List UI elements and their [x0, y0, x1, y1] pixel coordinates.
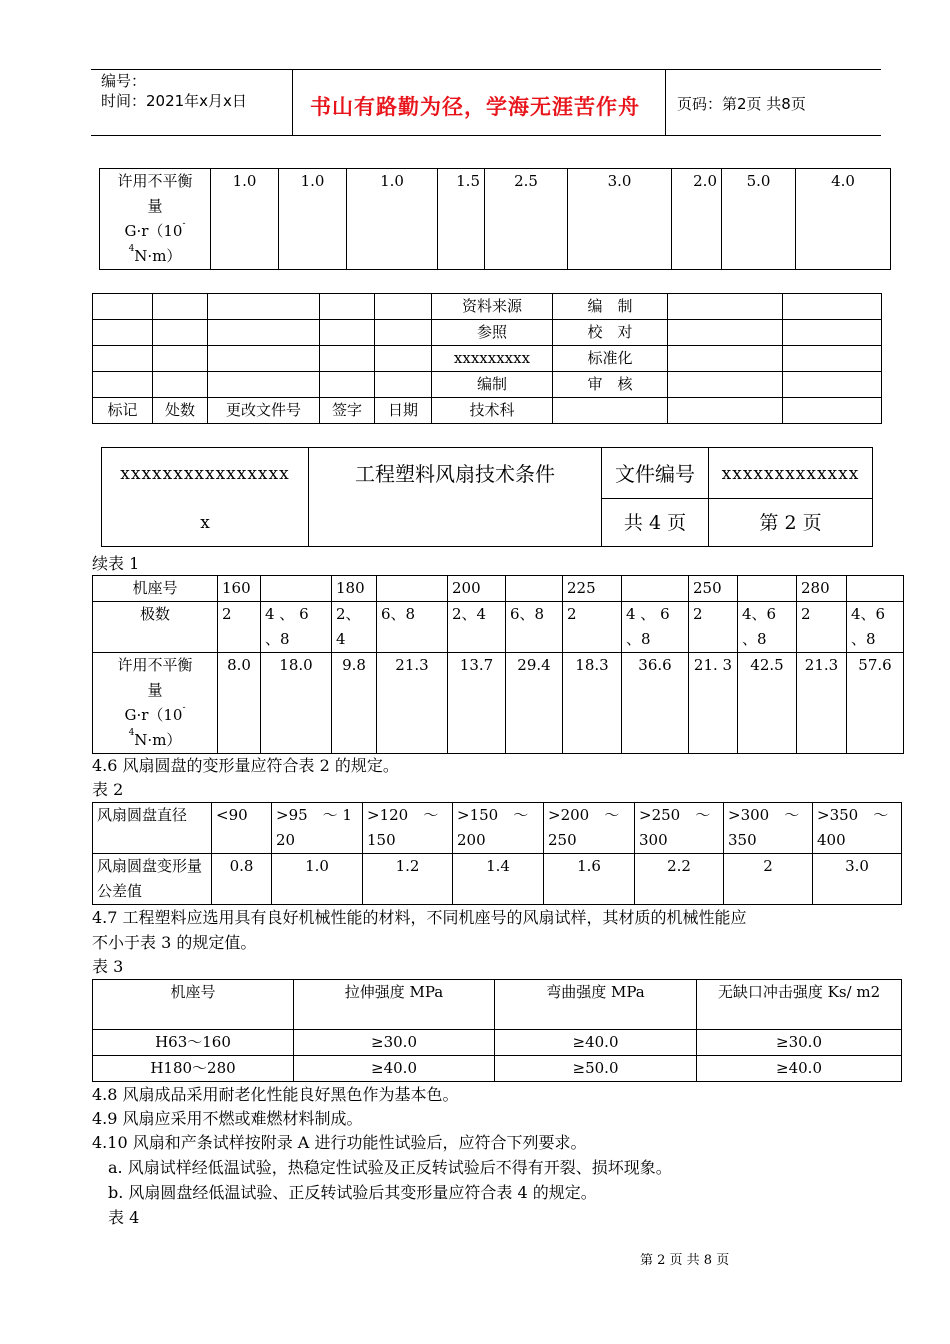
seat-label: 机座号 [93, 576, 218, 602]
diameter-range: >200 ～ 250 [544, 803, 635, 854]
poles-cell: 2、4 [448, 602, 506, 653]
balance-value: 2.0 [672, 169, 722, 270]
table4-caption: 表 4 [108, 1208, 140, 1227]
change-doc-label: 更改文件号 [208, 398, 320, 424]
seat-cell: 200 [448, 576, 506, 602]
label-line: G·r（10 [124, 222, 183, 240]
label-line: N·m） [134, 731, 182, 749]
seat-cell [261, 576, 332, 602]
table1-caption: 续表 1 [92, 554, 140, 573]
seat-cell [847, 576, 904, 602]
diameter-range: >120 ～ 150 [363, 803, 453, 854]
signature-label: 签字 [320, 398, 375, 424]
diameter-label: 风扇圆盘直径 [93, 803, 212, 854]
header-divider [665, 69, 666, 135]
clause-4-9: 4.9 风扇应采用不燃或难燃材料制成。 [92, 1109, 363, 1128]
check-label: 校 对 [553, 320, 668, 346]
tolerance-value: 3.0 [813, 854, 902, 905]
label-line: G·r（10 [124, 706, 183, 724]
tolerance-label: 风扇圆盘变形量公差值 [93, 854, 212, 905]
seat-cell [738, 576, 797, 602]
table3 [92, 979, 902, 1082]
poles-cell: 2 [218, 602, 261, 653]
table3-caption: 表 3 [92, 957, 124, 976]
poles-cell: 4、6 、8 [738, 602, 797, 653]
balance-value: 5.0 [722, 169, 796, 270]
label-sup: 4 [128, 728, 135, 738]
table-cell: ≥40.0 [495, 1030, 697, 1056]
reference-code: xxxxxxxxx [432, 346, 553, 372]
poles-cell: 6、8 [506, 602, 563, 653]
poles-cell: 4 、 6 、8 [622, 602, 689, 653]
compile-label: 编 制 [553, 294, 668, 320]
label-line: 许用不平衡 [117, 172, 193, 190]
balance-value: 42.5 [738, 653, 797, 754]
header-divider [292, 69, 293, 135]
poles-cell: 2 [797, 602, 847, 653]
balance-value: 3.0 [568, 169, 672, 270]
clause-4-6: 4.6 风扇圆盘的变形量应符合表 2 的规定。 [92, 756, 399, 775]
diameter-range: <90 [212, 803, 272, 854]
table-row [93, 1030, 902, 1056]
standard-label: 标准化 [553, 346, 668, 372]
header-top-rule [91, 69, 881, 70]
table-cell: ≥40.0 [697, 1056, 902, 1082]
balance-value: 1.0 [347, 169, 438, 270]
balance-value: 1.5 [438, 169, 485, 270]
doc-title: 工程塑料风扇技术条件 [309, 448, 602, 547]
count-label: 处数 [153, 398, 208, 424]
balance-value: 21.3 [797, 653, 847, 754]
poles-cell: 2 [689, 602, 738, 653]
label-line: 量 [147, 197, 163, 215]
label-sup: 4 [128, 244, 135, 254]
table-cell: ≥50.0 [495, 1056, 697, 1082]
table2-caption: 表 2 [92, 780, 124, 799]
diameter-range: >250 ～ 300 [635, 803, 724, 854]
balance-value: 8.0 [218, 653, 261, 754]
doc-no-label: 文件编号 [602, 448, 709, 499]
balance-value: 2.5 [485, 169, 568, 270]
poles-label: 极数 [93, 602, 218, 653]
clause-4-10-a: a. 风扇试样经低温试验，热稳定性试验及正反转试验后不得有开裂、损坏现象。 [108, 1158, 672, 1177]
diameter-range: >300 ～ 350 [724, 803, 813, 854]
header-bottom-rule [91, 135, 881, 136]
date-label: 日期 [375, 398, 432, 424]
balance-label-cell [100, 169, 211, 270]
current-page: 第 2 页 [709, 499, 873, 547]
table-cell: ≥40.0 [294, 1056, 495, 1082]
clause-4-7-line1: 4.7 工程塑料应选用具有良好机械性能的材料，不同机座号的风扇试样，其材质的机械性能应 [92, 908, 747, 927]
col-header: 机座号 [93, 980, 294, 1030]
poles-cell: 2、 4 [332, 602, 377, 653]
diameter-range: >350 ～ 400 [813, 803, 902, 854]
tech-dept-label: 技术科 [432, 398, 553, 424]
col-header: 弯曲强度 MPa [495, 980, 697, 1030]
tolerance-value: 1.4 [453, 854, 544, 905]
compile-label: 编制 [432, 372, 553, 398]
balance-value: 9.8 [332, 653, 377, 754]
poles-cell: 4、6 、8 [847, 602, 904, 653]
balance-value: 1.0 [279, 169, 347, 270]
table-cell: ≥30.0 [294, 1030, 495, 1056]
table1-continued [92, 575, 904, 754]
poles-cell: 2 [563, 602, 622, 653]
table-row [93, 1056, 902, 1082]
label-sup: - [182, 703, 186, 713]
table-cell: H63～160 [93, 1030, 294, 1056]
poles-cell: 4 、 6 、8 [261, 602, 332, 653]
balance-value: 18.3 [563, 653, 622, 754]
label-line: 许用不平衡 [117, 656, 193, 674]
balance-value: 21.3 [377, 653, 448, 754]
org-cell [102, 448, 309, 547]
tolerance-value: 1.0 [272, 854, 363, 905]
balance-value: 21. 3 [689, 653, 738, 754]
tolerance-value: 2.2 [635, 854, 724, 905]
col-header: 拉伸强度 MPa [294, 980, 495, 1030]
label-line: N·m） [134, 247, 182, 265]
label-sup: - [182, 219, 186, 229]
seat-cell [622, 576, 689, 602]
org-code: xxxxxxxxxxxxxxxx [120, 464, 290, 484]
balance-value: 4.0 [796, 169, 891, 270]
tolerance-value: 1.6 [544, 854, 635, 905]
tolerance-value: 0.8 [212, 854, 272, 905]
balance-label-cell [93, 653, 218, 754]
clause-4-10: 4.10 风扇和产条试样按附录 A 进行功能性试验后，应符合下列要求。 [92, 1133, 587, 1152]
clause-4-8: 4.8 风扇成品采用耐老化性能良好黑色作为基本色。 [92, 1085, 459, 1104]
diameter-range: >150 ～ 200 [453, 803, 544, 854]
balance-value: 57.6 [847, 653, 904, 754]
date-label: 时间：2021年x月x日 [101, 92, 247, 110]
mark-label: 标记 [93, 398, 153, 424]
poles-cell: 6、8 [377, 602, 448, 653]
tolerance-value: 1.2 [363, 854, 453, 905]
top-balance-table [99, 168, 891, 270]
diameter-range: >95 ～ 120 [272, 803, 363, 854]
balance-value: 29.4 [506, 653, 563, 754]
doc-no: xxxxxxxxxxxxx [709, 448, 873, 499]
seat-cell: 225 [563, 576, 622, 602]
label-line: 量 [147, 681, 163, 699]
seat-cell [506, 576, 563, 602]
seat-cell: 180 [332, 576, 377, 602]
code-label: 编号： [101, 72, 147, 90]
clause-4-7-line2: 不小于表 3 的规定值。 [92, 933, 257, 952]
table-cell: ≥30.0 [697, 1030, 902, 1056]
title-block [101, 447, 873, 547]
motto: 书山有路勤为径，学海无涯苦作舟 [310, 95, 640, 119]
total-pages: 共 4 页 [602, 499, 709, 547]
balance-value: 1.0 [211, 169, 279, 270]
org-code-tail: x [200, 513, 210, 533]
page-footer: 第 2 页 共 8 页 [640, 1253, 730, 1268]
table-cell: H180～280 [93, 1056, 294, 1082]
source-label: 资料来源 [432, 294, 553, 320]
balance-value: 13.7 [448, 653, 506, 754]
balance-value: 18.0 [261, 653, 332, 754]
seat-cell: 280 [797, 576, 847, 602]
seat-cell: 250 [689, 576, 738, 602]
tolerance-value: 2 [724, 854, 813, 905]
table2 [92, 802, 902, 905]
page-label: 页码：第2页 共8页 [677, 95, 806, 113]
clause-4-10-b: b. 风扇圆盘经低温试验、正反转试验后其变形量应符合表 4 的规定。 [108, 1183, 597, 1202]
balance-value: 36.6 [622, 653, 689, 754]
seat-cell: 160 [218, 576, 261, 602]
reference-label: 参照 [432, 320, 553, 346]
review-label: 审 核 [553, 372, 668, 398]
col-header: 无缺口冲击强度 Ks/ m2 [697, 980, 902, 1030]
revision-table [92, 293, 882, 424]
seat-cell [377, 576, 448, 602]
